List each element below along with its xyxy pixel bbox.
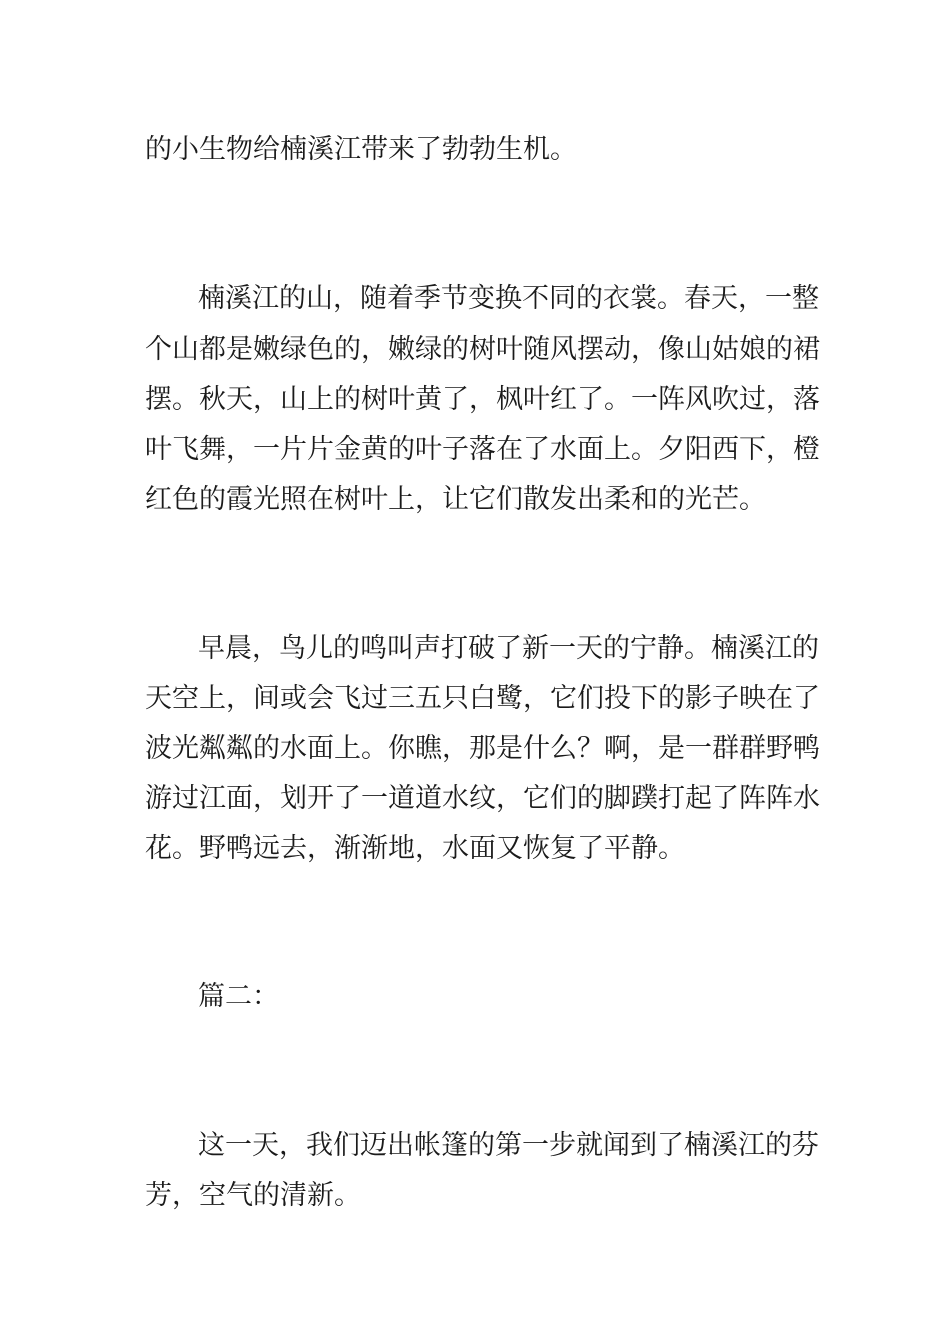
paragraph-line: 早晨，鸟儿的鸣叫声打破了新一天的宁静。楠溪江的 bbox=[198, 633, 819, 664]
paragraph-line: 波光粼粼的水面上。你瞧，那是什么？啊，是一群群野鸭 bbox=[145, 733, 820, 764]
paragraph-line: 个山都是嫩绿色的，嫩绿的树叶随风摆动，像山姑娘的裙 bbox=[145, 334, 820, 365]
paragraph-line: 楠溪江的山，随着季节变换不同的衣裳。春天，一整 bbox=[198, 283, 819, 314]
section-heading: 篇二： bbox=[198, 981, 279, 1012]
paragraph-line: 芳，空气的清新。 bbox=[145, 1180, 361, 1211]
paragraph-line: 叶飞舞，一片片金黄的叶子落在了水面上。夕阳西下，橙 bbox=[145, 434, 820, 465]
paragraph-line: 天空上，间或会飞过三五只白鹭，它们投下的影子映在了 bbox=[145, 683, 820, 714]
paragraph-line: 这一天，我们迈出帐篷的第一步就闻到了楠溪江的芬 bbox=[198, 1130, 819, 1161]
paragraph-line: 游过江面，划开了一道道水纹，它们的脚蹼打起了阵阵水 bbox=[145, 783, 820, 814]
paragraph-line: 花。野鸭远去，渐渐地，水面又恢复了平静。 bbox=[145, 833, 685, 864]
paragraph-line: 的小生物给楠溪江带来了勃勃生机。 bbox=[145, 134, 577, 165]
paragraph-line: 红色的霞光照在树叶上，让它们散发出柔和的光芒。 bbox=[145, 484, 766, 515]
paragraph-line: 摆。秋天，山上的树叶黄了，枫叶红了。一阵风吹过，落 bbox=[145, 384, 820, 415]
